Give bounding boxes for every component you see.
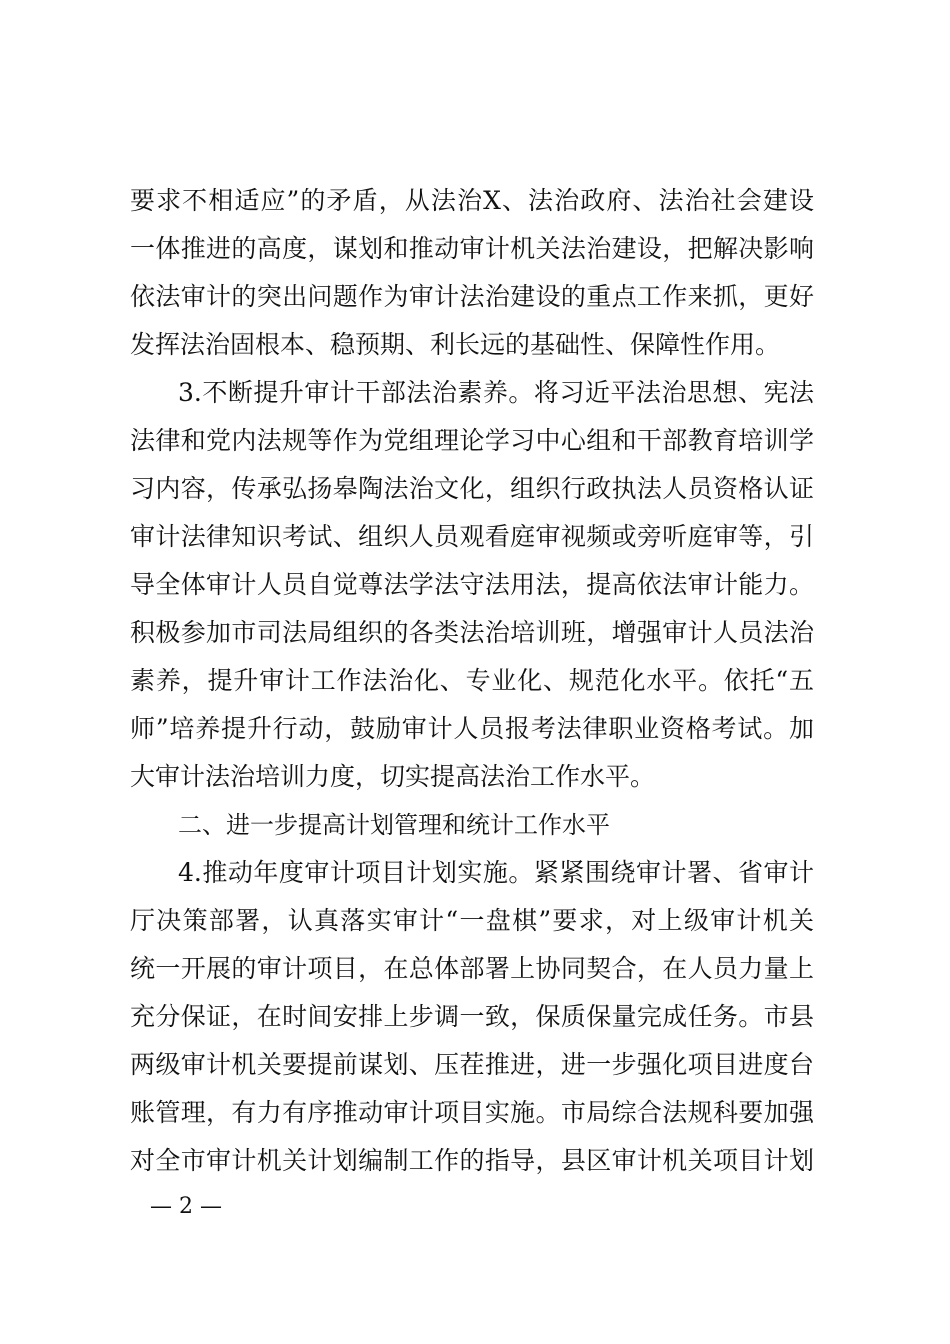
paragraph-2-line-5: 导全体审计人员自觉尊法学法守法用法，提高依法审计能力。 [130,570,814,599]
paragraph-3-line-3: 统一开展的审计项目，在总体部署上协同契合，在人员力量上 [130,954,814,983]
section-heading: 二、进一步提高计划管理和统计工作水平 [178,811,610,839]
paragraph-3-line-1: 4.推动年度审计项目计划实施。紧紧围绕审计署、省审计 [178,858,814,887]
paragraph-2-line-1: 3.不断提升审计干部法治素养。将习近平法治思想、宪法 [178,378,814,407]
paragraph-1-line-3: 依法审计的突出问题作为审计法治建设的重点工作来抓，更好 [130,282,814,311]
paragraph-3-line-7: 对全市审计机关计划编制工作的指导，县区审计机关项目计划 [130,1146,814,1175]
paragraph-3-line-2: 厅决策部署，认真落实审计“一盘棋”要求，对上级审计机关 [130,906,814,935]
paragraph-2-line-7: 素养，提升审计工作法治化、专业化、规范化水平。依托“五 [130,666,814,695]
paragraph-1-line-4: 发挥法治固根本、稳预期、利长远的基础性、保障性作用。 [130,330,781,359]
paragraph-3-line-5: 两级审计机关要提前谋划、压茬推进，进一步强化项目进度台 [130,1050,814,1079]
paragraph-2-line-9: 大审计法治培训力度，切实提高法治工作水平。 [130,762,656,791]
paragraph-1-line-1: 要求不相适应”的矛盾，从法治X、法治政府、法治社会建设 [130,186,814,215]
page-number: — 2 — [150,1194,222,1219]
paragraph-2-line-2: 法律和党内法规等作为党组理论学习中心组和干部教育培训学 [130,426,814,455]
paragraph-1-line-2: 一体推进的高度，谋划和推动审计机关法治建设，把解决影响 [130,234,814,263]
paragraph-2-line-8: 师”培养提升行动，鼓励审计人员报考法律职业资格考试。加 [130,714,814,743]
paragraph-2-line-4: 审计法律知识考试、组织人员观看庭审视频或旁听庭审等，引 [130,522,814,551]
paragraph-2-line-6: 积极参加市司法局组织的各类法治培训班，增强审计人员法治 [130,618,814,647]
paragraph-2-line-3: 习内容，传承弘扬皋陶法治文化，组织行政执法人员资格认证 [130,474,814,503]
paragraph-3-line-4: 充分保证，在时间安排上步调一致，保质保量完成任务。市县 [130,1002,814,1031]
paragraph-3-line-6: 账管理，有力有序推动审计项目实施。市局综合法规科要加强 [130,1098,814,1127]
